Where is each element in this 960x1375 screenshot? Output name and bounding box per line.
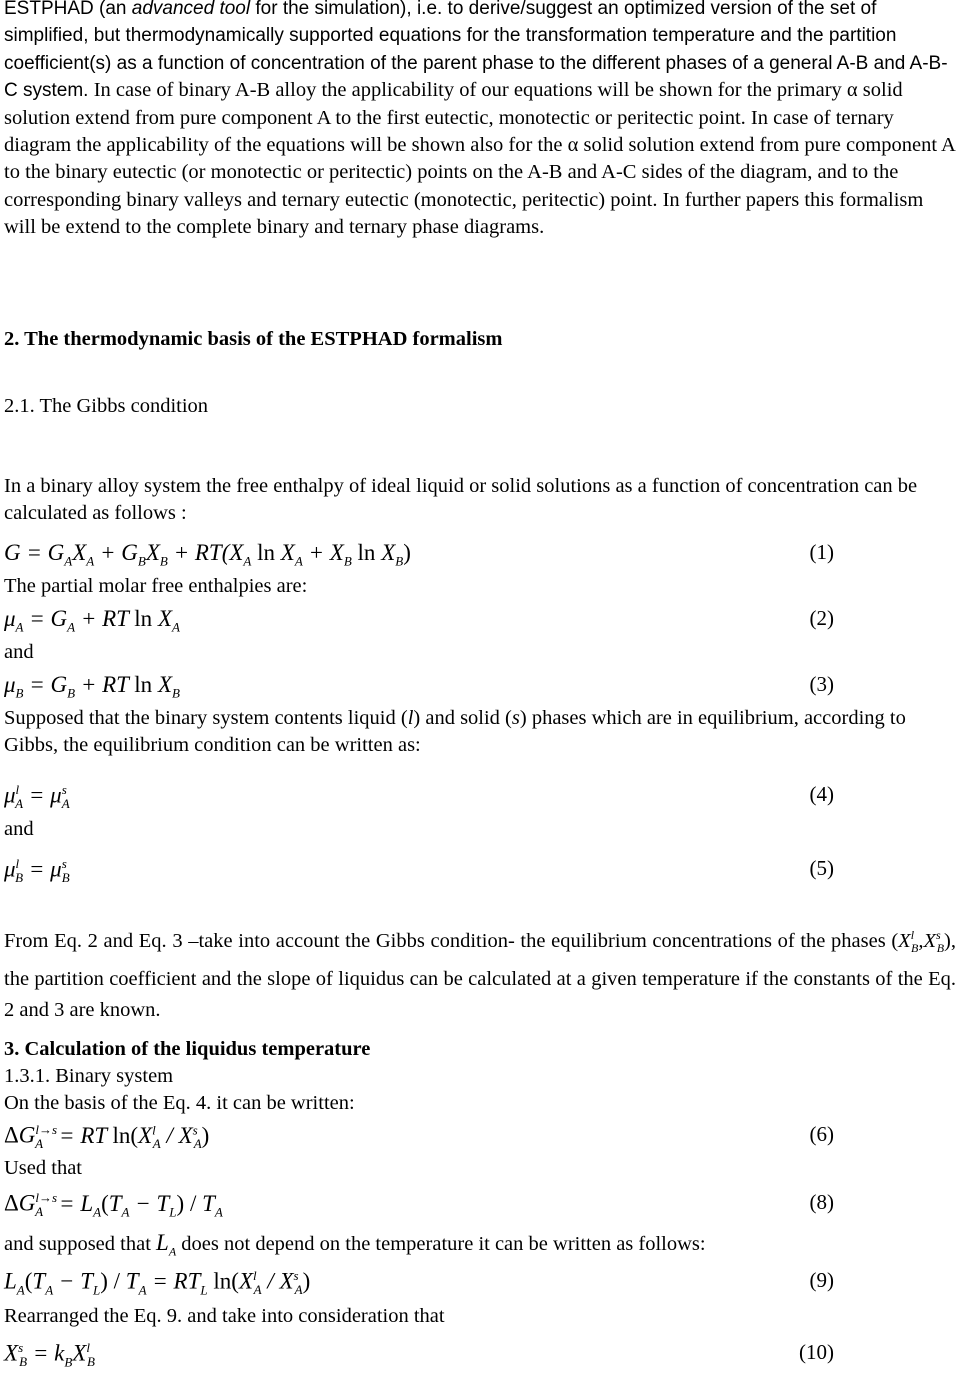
intro-emphasis: advanced tool bbox=[131, 0, 251, 19]
intro-text-2: for the simulation), i.e. to derive/suggest an optimized version of the set of simplified, but thermodynamically supported equations for the transformation temperature and the partition coefficient(s) as a function of concentration of the parent phase to the different phases of a general A-B and A-B-C system. bbox=[4, 0, 948, 102]
equation-1-body: $G = G_AX_A + G_BX_B + RT(X_A$ $\ln X_A + X_B$ $\ln X_B$) bbox=[4, 540, 411, 569]
equation-3-body: $\mu_B = G_B$ + RT $\ln X_B$ bbox=[4, 672, 180, 701]
supposed-paragraph: Supposed that the binary system contents liquid (l) and solid (s) phases which are in equilibrium, according to Gibbs, the equilibrium condition can be written as: bbox=[4, 707, 906, 757]
intro-serif-a: In case of binary A-B alloy the applicability of our equations will be shown for the primary bbox=[93, 79, 847, 102]
partial-text: The partial molar free enthalpies are: bbox=[4, 575, 308, 597]
equation-6-body: $\Delta G^{l\to s}_A$ = RT $\ln(X^l_A / X^s_A)$ bbox=[4, 1122, 210, 1152]
equation-1-number: (1) bbox=[809, 540, 834, 564]
basis-text: On the basis of the Eq. 4. it can be written: bbox=[4, 1092, 355, 1114]
and-text-2: and bbox=[4, 818, 34, 840]
used-text: Used that bbox=[4, 1157, 82, 1179]
equation-10-body: $X^s_B = k_BX^l_B$ bbox=[4, 1340, 95, 1370]
equation-9-number: (9) bbox=[809, 1268, 834, 1292]
alpha-symbol-2: α bbox=[567, 134, 579, 157]
from-eq-text-a: From Eq. 2 and Eq. 3 –take into account the Gibbs condition- the equilibrium concentrations of the phases ( bbox=[4, 929, 899, 952]
section-2-1-heading: 2.1. The Gibbs condition bbox=[4, 395, 209, 417]
equation-2-body: $\mu_A = G_A$ + RT $\ln X_A$ bbox=[4, 606, 180, 635]
section-3-heading: 3. Calculation of the liquidus temperature bbox=[4, 1038, 371, 1060]
from-eq-paragraph bbox=[4, 920, 956, 1026]
intro-paragraph bbox=[4, 0, 956, 242]
equation-6-number: (6) bbox=[809, 1122, 834, 1146]
intro-serif-d: solid solution extend from pure component A to the binary eutectic (or monotectic or peritectic) points on the A-B and A-C sides of the diagram, and to the corresponding binary valleys and ternary eutectic (monotectic, peritectic) point. In further papers this formalism will be extend to the complete binary and ternary phase diagrams. bbox=[4, 134, 955, 239]
intro-text-1: ESTPHAD (an bbox=[4, 0, 132, 19]
phase-concentrations: $X^l_B,X^s_B$ bbox=[898, 928, 945, 955]
equation-10-number: (10) bbox=[799, 1340, 834, 1364]
section-3-sub: 1.3.1. Binary system bbox=[4, 1065, 174, 1087]
intro-serif-b: solid solution extend from pure component A to the first eutectic, monotectic or peritectic point. bbox=[4, 79, 903, 129]
supposed-la-text-b: does not depend on the temperature it can be written as follows: bbox=[176, 1233, 706, 1255]
supposed-la-line bbox=[4, 1230, 706, 1260]
supposed-la-text-a: and supposed that bbox=[4, 1233, 157, 1255]
intro-serif-text bbox=[4, 79, 955, 238]
equation-5-body: $\mu^l_B = \mu^s_B$ bbox=[4, 856, 70, 886]
equation-5-number: (5) bbox=[809, 856, 834, 880]
alpha-symbol: α bbox=[846, 79, 858, 102]
from-eq-text-b: ), the partition coefficient and the slope of liquidus can be calculated at a given temperature if the constants of the Eq. 2 and 3 are known. bbox=[4, 929, 956, 1021]
intro-serif-c: In case of ternary diagram the applicability of the equations will be shown also for the bbox=[4, 106, 894, 157]
equation-3-number: (3) bbox=[809, 672, 834, 696]
equation-8-number: (8) bbox=[809, 1190, 834, 1214]
la-symbol: $L_A$ bbox=[156, 1230, 177, 1259]
and-text-1: and bbox=[4, 641, 34, 663]
equation-4-body: $\mu^l_A = \mu^s_A$ bbox=[4, 782, 70, 812]
equation-4-number: (4) bbox=[809, 782, 834, 806]
section-2-heading: 2. The thermodynamic basis of the ESTPHAD formalism bbox=[4, 328, 503, 350]
equation-8-body: $\Delta G^{l\to s}_A = L_A(T_A - T_L) / T_A$ bbox=[4, 1190, 223, 1220]
equation-2-number: (2) bbox=[809, 606, 834, 630]
gibbs-paragraph: In a binary alloy system the free enthalpy of ideal liquid or solid solutions as a function of concentration can be calculated as follows : bbox=[4, 475, 918, 525]
equation-9-body: $L_A(T_A - T_L) / T_A = RT_L$ $\ln(X^l_A / X^s_A)$ bbox=[4, 1268, 311, 1298]
rearranged-text: Rearranged the Eq. 9. and take into consideration that bbox=[4, 1305, 445, 1327]
